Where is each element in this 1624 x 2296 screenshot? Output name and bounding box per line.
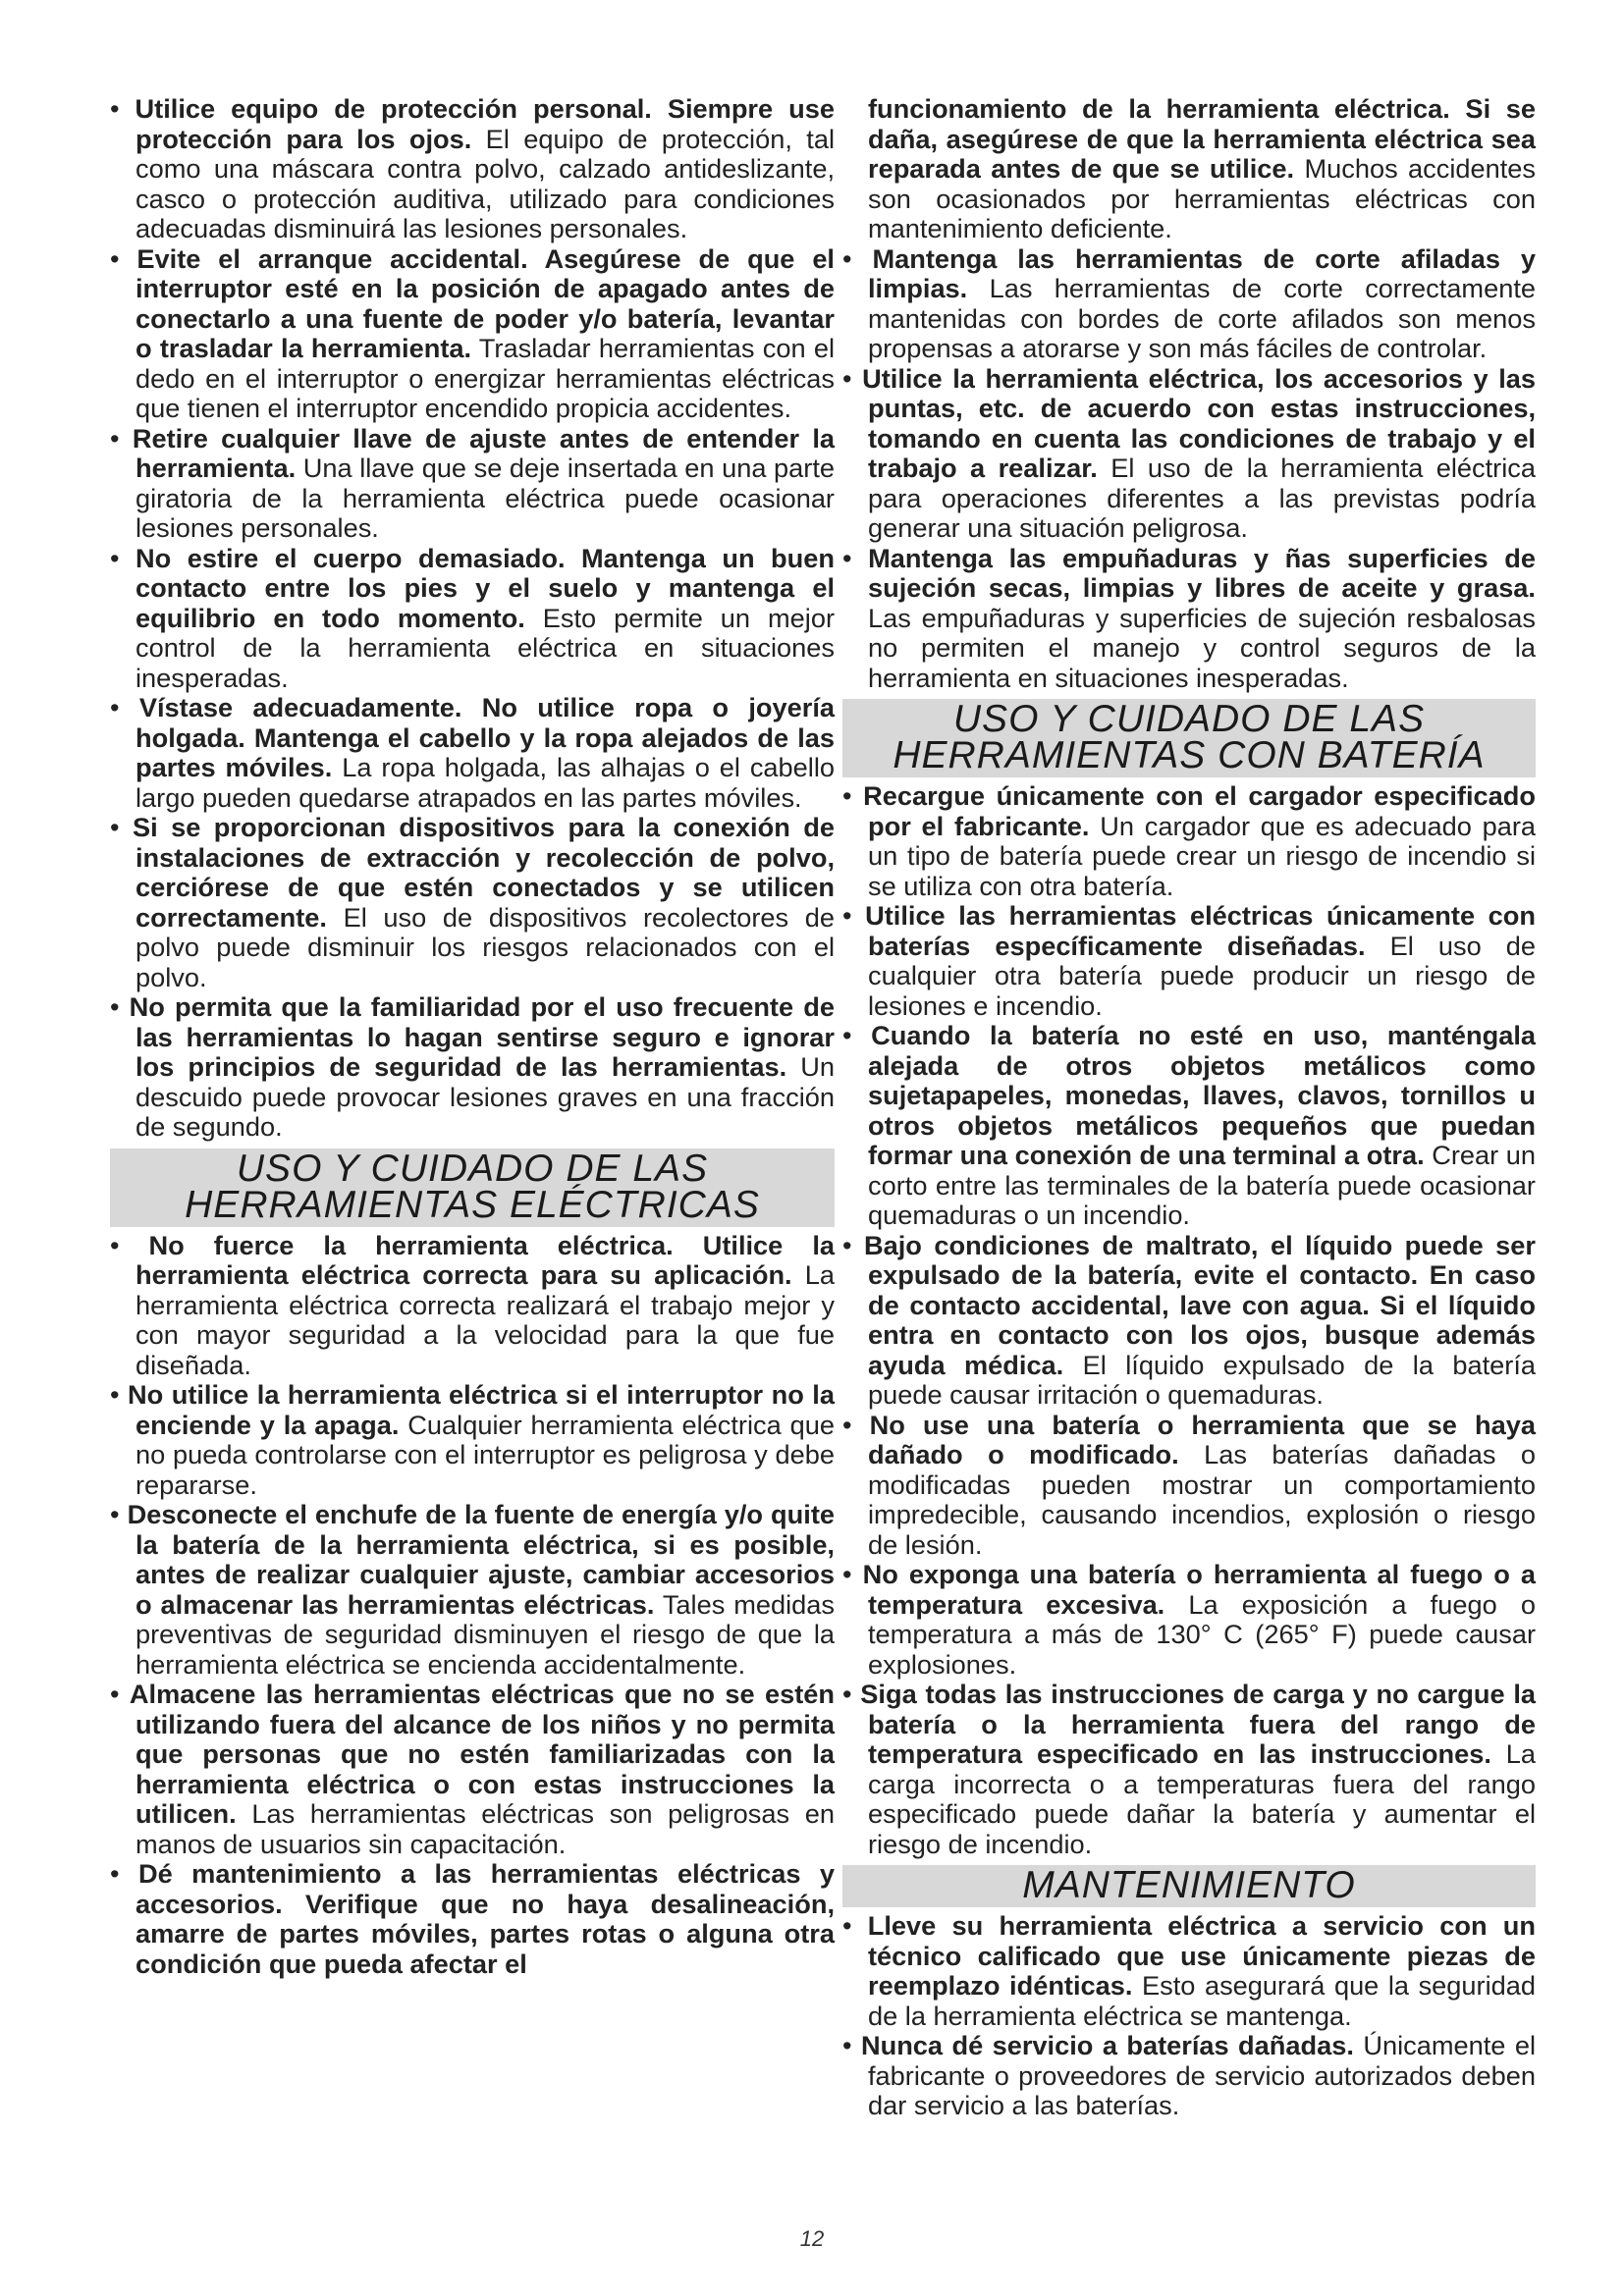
list-item: • Utilice la herramienta eléctrica, los accesorios y las puntas, etc. de acuerdo con estas instrucciones, tomando en cuenta las condiciones de trabajo y el trabajo a realizar. El uso de la herramienta eléctrica para operaciones diferentes a las previstas podría generar una situación peligrosa. [842, 362, 1536, 543]
list-item: • Recargue únicamente con el cargador especificado por el fabricante. Un cargador que es adecuado para un tipo de batería puede crear un riesgo de incendio si se utiliza con otra batería. [842, 780, 1536, 901]
list-item: • Evite el arranque accidental. Asegúrese de que el interruptor esté en la posición de apagado antes de conectarlo a una fuente de poder y/o batería, levantar o trasladar la herramienta. Trasladar herramientas con el dedo en el interruptor o energizar herramientas eléctricas que tienen el interruptor encendido propicia accidentes. [110, 242, 835, 423]
list-item: • No permita que la familiaridad por el uso frecuente de las herramientas lo hagan sentirse seguro e ignorar los principios de seguridad de las herramientas. Un descuido puede provocar lesiones graves en una fracción de segundo. [110, 991, 836, 1142]
list-item: • No use una batería o herramienta que se haya dañado o modificado. Las baterías dañadas o modificadas pueden mostrar un comportamiento impredecible, causando incendios, explosión o riesgo de lesión. [842, 1409, 1536, 1560]
list-item: • Utilice las herramientas eléctricas únicamente con baterías específicamente diseñadas. El uso de cualquier otra batería puede producir un riesgo de lesiones e incendio. [842, 900, 1536, 1021]
list-item: • Almacene las herramientas eléctricas que no se estén utilizando fuera del alcance de los niños y no permita que personas que no estén familiarizadas con la herramienta eléctrica o con estas instrucciones la utilicen. Las herramientas eléctricas son peligrosas en manos de usuarios sin capacitación. [110, 1679, 835, 1859]
section-heading-power-tools: USO Y CUIDADO DE LAS HERRAMIENTAS ELÉCTRICAS [110, 1148, 835, 1227]
list-item-continuation: funcionamiento de la herramienta eléctrica. Si se daña, asegúrese de que la herramienta eléctrica sea reparada antes de que se utilice. Muchos accidentes son ocasionados por herramientas eléctricas con mantenimiento deficiente. [868, 93, 1537, 243]
list-item: • No utilice la herramienta eléctrica si el interruptor no la enciende y la apaga. Cualquier herramienta eléctrica que no pueda controlarse con el interruptor es peligrosa y debe repararse. [110, 1379, 835, 1500]
list-item: • No fuerce la herramienta eléctrica. Utilice la herramienta eléctrica correcta para su aplicación. La herramienta eléctrica correcta realizará el trabajo mejor y con mayor seguridad a la velocidad para la que fue diseñada. [110, 1229, 835, 1380]
list-item: • No estire el cuerpo demasiado. Mantenga un buen contacto entre los pies y el suelo y mantenga el equilibrio en todo momento. Esto permite un mejor control de la herramienta eléctrica en situaciones inesperadas. [110, 542, 836, 693]
list-item: • Nunca dé servicio a baterías dañadas. Únicamente el fabricante o proveedores de servicio autorizados deben dar servicio a las baterías. [842, 2030, 1536, 2120]
list-item: • No exponga una batería o herramienta al fuego o a temperatura excesiva. La exposición a fuego o temperatura a más de 130° C (265° F) puede causar explosiones. [842, 1559, 1536, 1680]
list-item: • Siga todas las instrucciones de carga y no cargue la batería o la herramienta fuera del rango de temperatura especificado en las instrucciones. La carga incorrecta o a temperaturas fuera del rango especificado puede dañar la batería y aumentar el riesgo de incendio. [842, 1679, 1537, 1859]
right-column [842, 94, 1536, 2121]
list-item: • Mantenga las empuñaduras y ñas superficies de sujeción secas, limpias y libres de aceite y grasa. Las empuñaduras y superficies de sujeción resbalosas no permiten el manejo y control seguros de la herramienta en situaciones inesperadas. [842, 542, 1537, 693]
section-heading-battery-tools: USO Y CUIDADO DE LAS HERRAMIENTAS CON BATERÍA [842, 699, 1536, 777]
list-item: • Desconecte el enchufe de la fuente de energía y/o quite la batería de la herramienta eléctrica, si es posible, antes de realizar cualquier ajuste, cambiar accesorios o almacenar las herramientas eléctricas. Tales medidas preventivas de seguridad disminuyen el riesgo de que la herramienta eléctrica se encienda accidentalmente. [110, 1499, 835, 1680]
list-item: • Utilice equipo de protección personal. Siempre use protección para los ojos. El equipo de protección, tal como una máscara contra polvo, calzado antideslizante, casco o protección auditiva, utilizado para condiciones adecuadas disminuirá las lesiones personales. [110, 93, 835, 243]
list-item: • Retire cualquier llave de ajuste antes de entender la herramienta. Una llave que se deje insertada en una parte giratoria de la herramienta eléctrica puede ocasionar lesiones personales. [110, 422, 836, 543]
list-item: • Mantenga las herramientas de corte afiladas y limpias. Las herramientas de corte correctamente mantenidas con bordes de corte afilados son menos propensas a atorarse y son más fáciles de controlar. [842, 242, 1537, 363]
left-column [110, 94, 835, 1979]
list-item: • Lleve su herramienta eléctrica a servicio con un técnico calificado que use únicamente piezas de reemplazo idénticas. Esto asegurará que la seguridad de la herramienta eléctrica se mantenga. [842, 1910, 1536, 2031]
page-number: 12 [799, 2226, 825, 2251]
list-item: • Vístase adecuadamente. No utilice ropa o joyería holgada. Mantenga el cabello y la ropa alejados de las partes móviles. La ropa holgada, las alhajas o el cabello largo pueden quedarse atrapados en las partes móviles. [110, 692, 835, 813]
list-item: • Cuando la batería no esté en uso, manténgala alejada de otros objetos metálicos como sujetapapeles, monedas, llaves, clavos, tornillos u otros objetos metálicos pequeños que puedan formar una conexión de una terminal a otra. Crear un corto entre las terminales de la batería puede ocasionar quemaduras o un incendio. [842, 1020, 1537, 1230]
section-heading-maintenance: MANTENIMIENTO [842, 1865, 1536, 1907]
list-item: • Dé mantenimiento a las herramientas eléctricas y accesorios. Verifique que no haya desalineación, amarre de partes móviles, partes rotas o alguna otra condición que pueda afectar el [110, 1858, 835, 1979]
list-item: • Si se proporcionan dispositivos para la conexión de instalaciones de extracción y recolección de polvo, cerciórese de que estén conectados y se utilicen correctamente. El uso de dispositivos recolectores de polvo puede disminuir los riesgos relacionados con el polvo. [110, 812, 835, 992]
list-item: • Bajo condiciones de maltrato, el líquido puede ser expulsado de la batería, evite el contacto. En caso de contacto accidental, lave con agua. Si el líquido entra en contacto con los ojos, busque además ayuda médica. El líquido expulsado de la batería puede causar irritación o quemaduras. [842, 1229, 1537, 1410]
